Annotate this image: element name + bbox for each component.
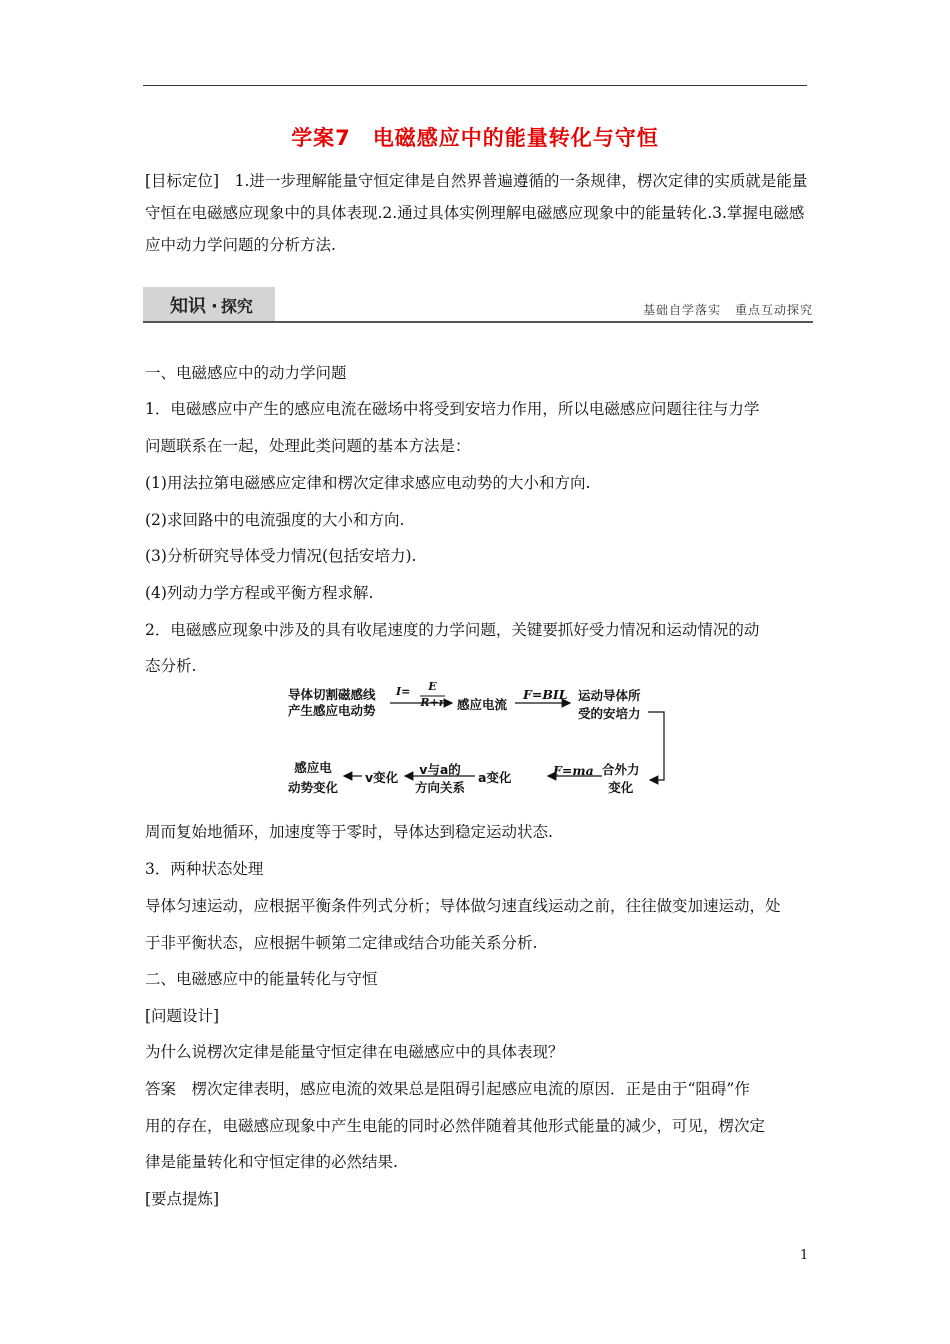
equation-ohm-denominator: R+r: [420, 696, 445, 709]
section-heading-dot: ·: [211, 296, 218, 317]
node-cutting-flux: 导体切割磁感线 产生感应电动势: [288, 687, 376, 718]
paragraph-2-line-1: 2．电磁感应现象中涉及的具有收尾速度的力学问题，关键要抓好受力情况和运动情况的动: [145, 621, 760, 639]
title-number: 学案7: [291, 126, 351, 150]
answer-line-2: 用的存在，电磁感应现象中产生电能的同时必然伴随着其他形式能量的减少，可见，楞次定: [145, 1117, 766, 1135]
arrow-3: [648, 712, 664, 780]
section-tag-1: 基础自学落实: [642, 303, 721, 317]
after-diagram-text: 周而复始地循环，加速度等于零时，导体达到稳定运动状态.: [145, 823, 553, 841]
section-tag-2: 重点互动探究: [734, 303, 813, 317]
section-tags: [643, 301, 813, 318]
paragraph-1-line-1: 1．电磁感应中产生的感应电流在磁场中将受到安培力作用，所以电磁感应问题往往与力学: [145, 400, 760, 418]
equation-ohm-numerator: E: [428, 680, 437, 693]
node-net-force-change: 合外力 变化: [602, 762, 640, 795]
answer-line-3: 律是能量转化和守恒定律的必然结果.: [145, 1153, 398, 1171]
question-design-label: [问题设计]: [145, 1007, 220, 1025]
process-flow-diagram: [280, 672, 680, 807]
learning-goals: [目标定位] 1.进一步理解能量守恒定律是自然界普遍遵循的一条规律，楞次定律的实质就是能量守恒在电磁感应现象中的具体表现.2.通过具体实例理解电磁感应现象中的能量转化.3.掌握电磁感应中动力学问题的分析方法.: [145, 172, 808, 254]
section-heading-sub: 探究: [220, 297, 253, 316]
header-rule: [143, 85, 807, 86]
node-velocity-change: v变化: [365, 770, 399, 785]
section-bar: [143, 287, 813, 323]
node-emf-change: 感应电 动势变化: [288, 760, 339, 795]
title-text: 电磁感应中的能量转化与守恒: [372, 126, 659, 150]
heading-2: 二、电磁感应中的能量转化与守恒: [145, 970, 378, 988]
paragraph-3-line-1: 导体匀速运动，应根据平衡条件列式分析；导体做匀速直线运动之前，往往做变加速运动，处: [145, 897, 781, 915]
node-acceleration-change: a变化: [478, 770, 512, 785]
node-ampere-force: 运动导体所 受的安培力: [578, 688, 641, 721]
section-heading-main: 知识: [170, 296, 206, 317]
node-induced-current: 感应电流: [457, 697, 508, 712]
equation-ohm-lhs: I=: [396, 685, 411, 698]
heading-3: 3．两种状态处理: [145, 860, 264, 878]
step-1: (1)用法拉第电磁感应定律和楞次定律求感应电动势的大小和方向.: [145, 474, 591, 492]
step-2: (2)求回路中的电流强度的大小和方向.: [145, 511, 405, 529]
step-3: (3)分析研究导体受力情况(包括安培力).: [145, 547, 417, 565]
answer-line-1: 答案 楞次定律表明，感应电流的效果总是阻碍引起感应电流的原因．正是由于“阻碍”作: [145, 1080, 750, 1098]
paragraph-3-line-2: 于非平衡状态，应根据牛顿第二定律或结合功能关系分析.: [145, 934, 538, 952]
page-number: 1: [800, 1248, 809, 1263]
step-4: (4)列动力学方程或平衡方程求解.: [145, 584, 374, 602]
section-heading: [170, 292, 253, 318]
key-points-label: [要点提炼]: [145, 1190, 220, 1208]
question-text: 为什么说楞次定律是能量守恒定律在电磁感应中的具体表现？: [145, 1043, 564, 1061]
paragraph-1-line-2: 问题联系在一起，处理此类问题的基本方法是：: [145, 437, 471, 455]
paragraph-2-line-2: 态分析.: [145, 657, 197, 675]
heading-1: 一、电磁感应中的动力学问题: [145, 364, 347, 382]
page-title: [143, 122, 807, 152]
equation-ampere-force: F=BIL: [523, 687, 568, 702]
node-velocity-acceleration-relation: v与a的 方向关系: [415, 762, 466, 795]
equation-newton-second-law: F=ma: [553, 763, 594, 778]
section-rule: [143, 321, 813, 323]
